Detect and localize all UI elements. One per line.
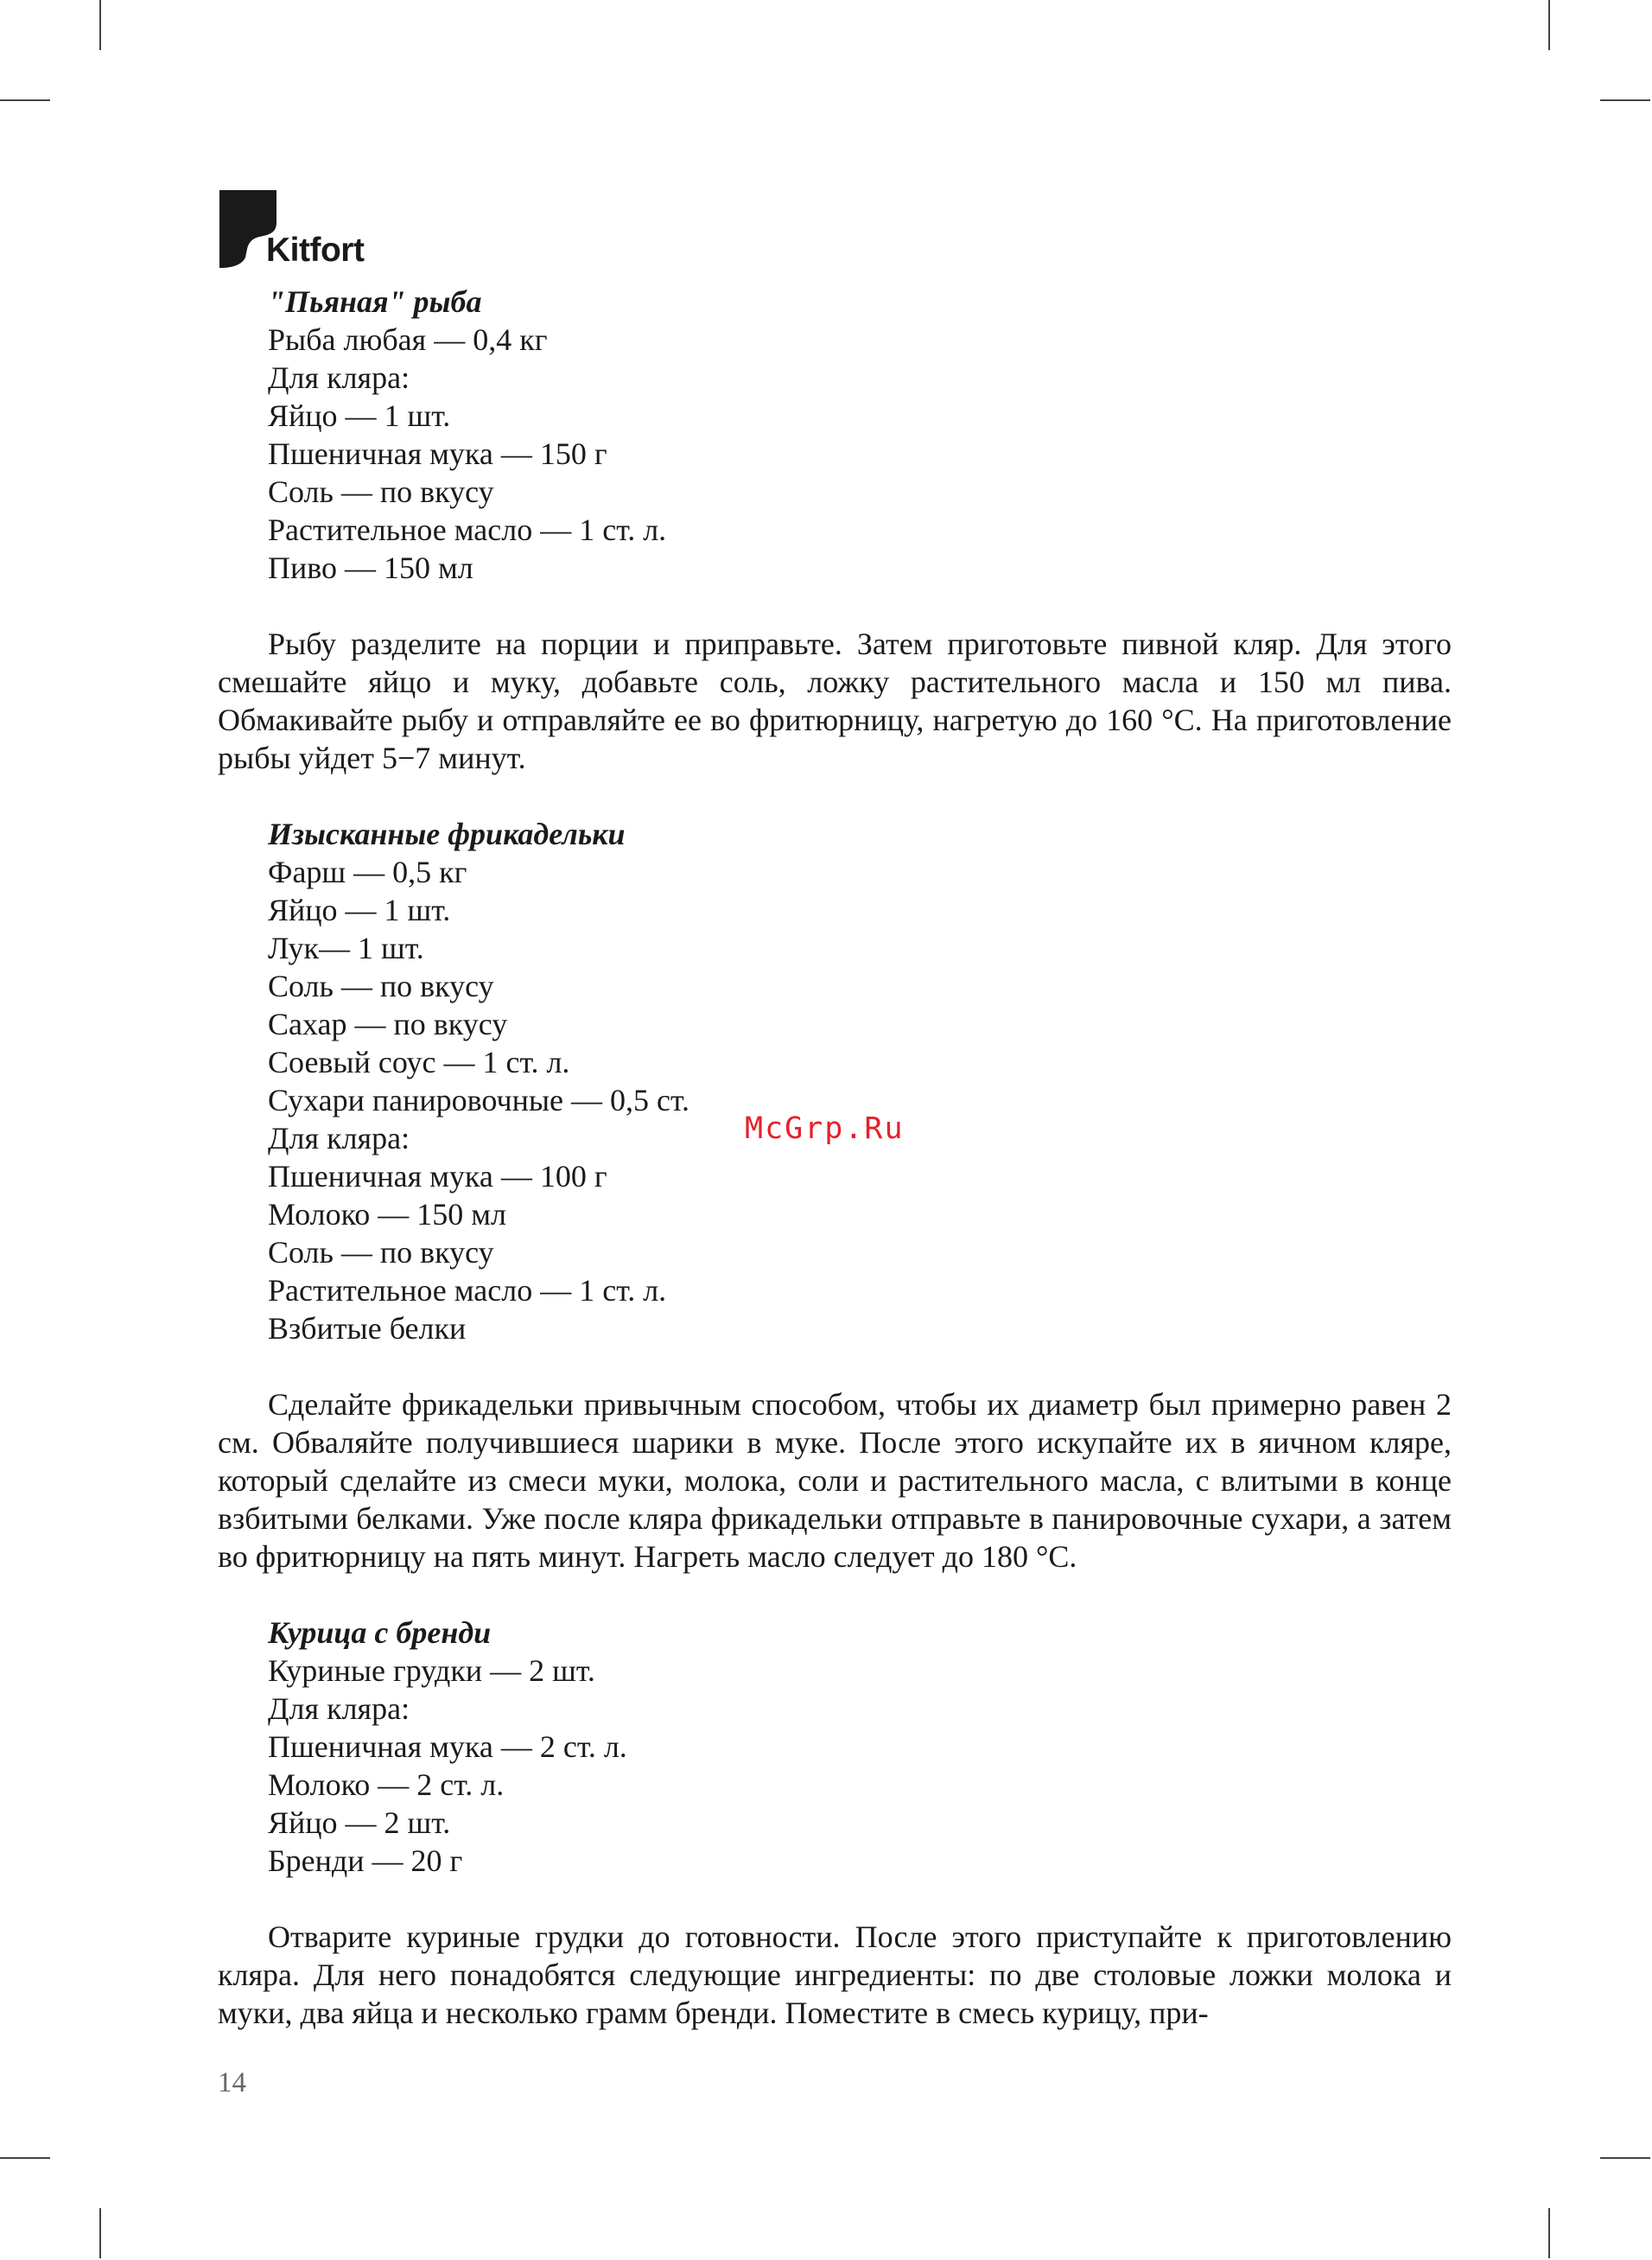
- recipe-instructions: Отварите куриные грудки до готовности. После этого приступайте к приготовлению кляра. Для него понадобятся следующие ингредиенты: по две столовые ложки молока и муки, два яйца и несколько грамм бренди. Поместите в смесь курицу, при-: [218, 1919, 1452, 2030]
- ingredient-item: Яйцо — 1 шт.: [268, 893, 451, 927]
- ingredient-item: Соль — по вкусу: [268, 474, 494, 509]
- recipe-instructions: Сделайте фрикадельки привычным способом, чтобы их диаметр был примерно равен 2 см. Обваляйте получившиеся шарики в муке. После этого искупайте их в яичном кляре, который сделайте из смеси муки, молока, соли и растительного масла, с влитыми в конце взбитыми белками. Уже после кляра фрикадельки отправьте в панировочные сухари, а затем во фритюрницу на пять минут. Нагреть масло следует до 180 °С.: [218, 1387, 1452, 1574]
- ingredient-item: Сахар — по вкусу: [268, 1007, 508, 1041]
- ingredient-item: Сухари панировочные — 0,5 ст.: [268, 1083, 690, 1117]
- recipe: [218, 283, 1452, 777]
- ingredient-item: Пшеничная мука — 100 г: [268, 1159, 607, 1194]
- ingredient-item: Куриные грудки — 2 шт.: [268, 1653, 595, 1688]
- ingredient-item: Молоко — 150 мл: [268, 1197, 507, 1232]
- ingredient-item: Яйцо — 2 шт.: [268, 1805, 451, 1840]
- brand-name: Kitfort: [266, 232, 365, 269]
- ingredient-item: Пшеничная мука — 2 ст. л.: [268, 1729, 627, 1764]
- crop-mark: [99, 0, 101, 50]
- brand-logo: [218, 188, 416, 275]
- ingredient-item: Растительное масло — 1 ст. л.: [268, 1273, 667, 1308]
- recipe: [218, 1614, 1452, 2032]
- crop-mark: [1548, 2208, 1550, 2258]
- ingredient-list: [268, 1652, 1452, 1880]
- watermark-link[interactable]: McGrp.Ru: [745, 1111, 905, 1146]
- ingredient-item: Пиво — 150 мл: [268, 551, 473, 585]
- ingredient-item: Соевый соус — 1 ст. л.: [268, 1045, 570, 1079]
- ingredient-item: Фарш — 0,5 кг: [268, 855, 467, 889]
- page-number: 14: [218, 2067, 246, 2098]
- crop-mark: [0, 2157, 50, 2159]
- crop-mark: [0, 99, 50, 101]
- recipe-title: Курица с бренди: [268, 1615, 492, 1650]
- page-content: [218, 283, 1452, 2070]
- ingredient-item: Взбитые белки: [268, 1311, 467, 1346]
- recipe-title: "Пьяная" рыба: [268, 284, 482, 319]
- ingredient-item: Для кляра:: [268, 360, 410, 395]
- crop-mark: [99, 2208, 101, 2258]
- recipe-instructions: Рыбу разделите на порции и приправьте. Затем приготовьте пивной кляр. Для этого смешайте яйцо и муку, добавьте соль, ложку растительного масла и 150 мл пива. Обмакивайте рыбу и отправляйте ее во фритюрницу, нагретую до 160 °С. На приготовление рыбы уйдет 5−7 минут.: [218, 627, 1452, 775]
- ingredient-list: [268, 321, 1452, 587]
- ingredient-item: Бренди — 20 г: [268, 1843, 463, 1878]
- crop-mark: [1600, 2157, 1650, 2159]
- ingredient-item: Соль — по вкусу: [268, 1235, 494, 1270]
- recipe-title: Изысканные фрикадельки: [268, 817, 626, 851]
- ingredient-item: Соль — по вкусу: [268, 969, 494, 1003]
- ingredient-item: Молоко — 2 ст. л.: [268, 1767, 505, 1802]
- ingredient-item: Лук— 1 шт.: [268, 931, 424, 965]
- ingredient-item: Для кляра:: [268, 1691, 410, 1726]
- crop-mark: [1548, 0, 1550, 50]
- ingredient-item: Для кляра:: [268, 1121, 410, 1155]
- ingredient-item: Пшеничная мука — 150 г: [268, 436, 607, 471]
- recipe: [218, 815, 1452, 1576]
- ingredient-item: Яйцо — 1 шт.: [268, 398, 451, 433]
- ingredient-item: Рыба любая — 0,4 кг: [268, 322, 548, 357]
- crop-mark: [1600, 99, 1650, 101]
- ingredient-item: Растительное масло — 1 ст. л.: [268, 512, 667, 547]
- ingredient-list: [268, 853, 1452, 1347]
